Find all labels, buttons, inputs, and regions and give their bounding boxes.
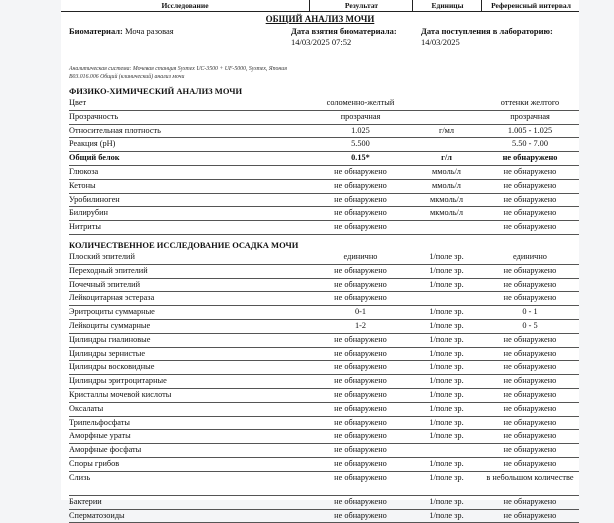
test-name: Относительная плотность [69, 125, 161, 135]
column-header-reference: Референсный интервал [481, 0, 580, 11]
reference-value: не обнаружено [503, 389, 557, 399]
column-header-name: Исследование [161, 1, 209, 10]
received-date-block [421, 26, 553, 48]
result-value: не обнаружено [334, 510, 387, 520]
section-title: ФИЗИКО-ХИМИЧЕСКИЙ АНАЛИЗ МОЧИ [69, 86, 243, 96]
table-row [69, 320, 579, 334]
report-title-text: ОБЩИЙ АНАЛИЗ МОЧИ [265, 14, 375, 24]
result-value: не обнаружено [334, 376, 387, 386]
units-value: 1/поле зр. [429, 472, 464, 482]
units-value: 1/поле зр. [429, 510, 464, 520]
table-row [69, 458, 579, 472]
column-header-units: Единицы [412, 0, 482, 11]
table-row [69, 472, 579, 496]
table-row [69, 138, 579, 152]
units-value: г/л [441, 153, 452, 163]
test-name: Нитриты [69, 222, 101, 232]
table-row [69, 334, 579, 348]
reference-value: не обнаружено [503, 348, 557, 358]
units-value: 1/поле зр. [429, 417, 464, 427]
reference-value: не обнаружено [503, 417, 557, 427]
test-name: Сперматозоиды [69, 510, 125, 520]
test-name: Цвет [69, 98, 87, 107]
table-row [69, 375, 579, 389]
test-name: Общий белок [69, 153, 120, 163]
results-table [61, 85, 579, 523]
column-header-row [61, 0, 579, 12]
test-name: Билирубин [69, 208, 108, 218]
taken-date-value: 14/03/2025 07:52 [291, 37, 352, 47]
units-value: г/мл [438, 125, 455, 135]
result-value: единично [343, 251, 378, 261]
units-value: 1/поле зр. [429, 389, 464, 399]
test-name: Аморфные ураты [69, 431, 131, 441]
received-date-value: 14/03/2025 [421, 37, 460, 47]
test-name: Кетоны [69, 180, 96, 190]
test-name: Цилиндры гиалиновые [69, 334, 151, 344]
biomaterial-block [69, 26, 174, 37]
result-value: 0.15* [351, 153, 370, 163]
taken-date-label: Дата взятия биоматериала: [291, 26, 397, 36]
table-row [69, 348, 579, 362]
test-name: Эритроциты суммарные [69, 307, 155, 317]
table-row [69, 194, 579, 208]
test-name: Реакция (pH) [69, 139, 116, 149]
result-value: 1.025 [351, 125, 370, 135]
test-name: Лейкоцитарная эстераза [69, 293, 155, 303]
result-value: 5.500 [351, 139, 370, 149]
test-name: Уробилиноген [69, 194, 120, 204]
result-value: не обнаружено [334, 222, 387, 232]
test-name: Цилиндры восковидные [69, 362, 155, 372]
reference-value: единично [513, 251, 547, 261]
test-name: Переходный эпителий [69, 265, 148, 275]
column-header-result: Результат [309, 0, 413, 11]
reference-value: не обнаружено [503, 222, 557, 232]
reference-value: не обнаружено [503, 334, 557, 344]
result-value: прозрачная [340, 111, 381, 121]
units-value: 1/поле зр. [429, 279, 464, 289]
units-value: 1/поле зр. [429, 362, 464, 372]
units-value: ммоль/л [432, 166, 461, 176]
reference-value: в небольшом количестве [486, 472, 574, 482]
reference-value: не обнаружено [503, 510, 557, 520]
analyzer-info [69, 65, 579, 81]
result-value: 0-1 [354, 307, 367, 317]
test-name: Трипельфосфаты [69, 417, 130, 427]
units-value: 1/поле зр. [429, 307, 464, 317]
units-value: 1/поле зр. [429, 334, 464, 344]
sample-meta [61, 25, 579, 51]
test-name: Почечный эпителий [69, 279, 141, 289]
reference-value: не обнаружено [503, 208, 557, 218]
result-value: не обнаружено [334, 279, 387, 289]
reference-value: не обнаружено [503, 458, 557, 468]
table-row [69, 389, 579, 403]
table-row [69, 510, 579, 523]
biomaterial-label: Биоматериал: [69, 26, 123, 36]
reference-value: не обнаружено [502, 153, 558, 163]
units-value: мкмоль/л [430, 194, 463, 204]
reference-value: не обнаружено [503, 445, 557, 455]
result-value: не обнаружено [334, 348, 387, 358]
units-value: ммоль/л [432, 180, 461, 190]
result-value: не обнаружено [334, 403, 387, 413]
units-value: 1/поле зр. [429, 431, 464, 441]
result-value: не обнаружено [334, 389, 387, 399]
test-name: Прозрачность [69, 111, 119, 121]
table-row [69, 265, 579, 279]
test-name: Цилиндры эритроцитарные [69, 376, 167, 386]
section-title: КОЛИЧЕСТВЕННОЕ ИССЛЕДОВАНИЕ ОСАДКА МОЧИ [69, 239, 299, 250]
result-value: не обнаружено [334, 362, 387, 372]
received-date-label: Дата поступления в лабораторию: [421, 26, 553, 36]
table-row [69, 97, 579, 111]
table-row [69, 417, 579, 431]
report-page [61, 0, 579, 520]
table-row [69, 207, 579, 221]
taken-date-block [291, 26, 397, 48]
table-row [69, 111, 579, 125]
result-value: не обнаружено [334, 194, 387, 204]
reference-value: 5.50 - 7.00 [512, 139, 548, 149]
table-row [69, 292, 579, 306]
table-row [69, 251, 579, 265]
table-row [69, 361, 579, 375]
reference-value: не обнаружено [503, 166, 557, 176]
table-row [69, 221, 579, 235]
reference-value: 1.005 - 1.025 [507, 125, 553, 135]
units-value: 1/поле зр. [429, 496, 464, 506]
table-row [69, 125, 579, 139]
table-row [69, 166, 579, 180]
analyzer-system-line: Аналитическая система: Мочевая станция Sysmex UC-3500 + UF-5000, Sysmex, Япония [69, 66, 287, 72]
test-code-line: B03.016.006 Общий (клинический) анализ мочи [69, 74, 185, 80]
reference-value: не обнаружено [503, 194, 557, 204]
units-value: 1/поле зр. [429, 251, 464, 261]
test-name: Цилиндры зернистые [69, 348, 146, 358]
table-row [69, 403, 579, 417]
reference-value: не обнаружено [503, 362, 557, 372]
result-value: 1-2 [354, 320, 367, 330]
units-value: 1/поле зр. [429, 458, 464, 468]
reference-value: 0 - 5 [522, 320, 538, 330]
table-row [69, 306, 579, 320]
result-value: не обнаружено [334, 445, 387, 455]
units-value: 1/поле зр. [429, 265, 464, 275]
result-value: не обнаружено [334, 265, 387, 275]
test-name: Споры грибов [69, 458, 120, 468]
result-value: не обнаружено [334, 496, 387, 506]
result-value: не обнаружено [334, 334, 387, 344]
test-name: Плоский эпителий [69, 251, 135, 261]
units-value: 1/поле зр. [429, 403, 464, 413]
test-name: Слизь [69, 472, 91, 482]
units-value: 1/поле зр. [429, 376, 464, 386]
result-value: не обнаружено [334, 293, 387, 303]
reference-value: не обнаружено [503, 180, 557, 190]
result-value: не обнаружено [334, 472, 387, 482]
table-row [69, 444, 579, 458]
table-row [69, 152, 579, 166]
reference-value: не обнаружено [503, 431, 557, 441]
biomaterial-value: Моча разовая [125, 26, 174, 36]
reference-value: 0 - 1 [522, 307, 538, 317]
units-value: мкмоль/л [430, 208, 463, 218]
table-row [69, 430, 579, 444]
result-value: не обнаружено [334, 431, 387, 441]
test-name: Глюкоза [69, 166, 99, 176]
reference-value: не обнаружено [503, 376, 557, 386]
test-name: Кристаллы мочевой кислоты [69, 389, 172, 399]
result-value: не обнаружено [334, 180, 387, 190]
units-value: 1/поле зр. [429, 320, 464, 330]
result-value: не обнаружено [334, 458, 387, 468]
report-title [61, 13, 579, 25]
reference-value: не обнаружено [503, 403, 557, 413]
result-value: не обнаружено [334, 166, 387, 176]
result-value: соломенно-желтый [326, 98, 395, 107]
reference-value: не обнаружено [503, 279, 557, 289]
reference-value: не обнаружено [503, 496, 557, 506]
units-value: 1/поле зр. [429, 348, 464, 358]
test-name: Лейкоциты суммарные [69, 320, 151, 330]
table-row [69, 180, 579, 194]
reference-value: прозрачная [510, 111, 550, 121]
table-row [69, 496, 579, 510]
test-name: Аморфные фосфаты [69, 445, 142, 455]
test-name: Оксалаты [69, 403, 104, 413]
reference-value: не обнаружено [503, 293, 557, 303]
test-name: Бактерии [69, 496, 102, 506]
reference-value: не обнаружено [503, 265, 557, 275]
table-row [69, 279, 579, 293]
result-value: не обнаружено [334, 208, 387, 218]
result-value: не обнаружено [334, 417, 387, 427]
reference-value: оттенки желтого [500, 98, 560, 107]
